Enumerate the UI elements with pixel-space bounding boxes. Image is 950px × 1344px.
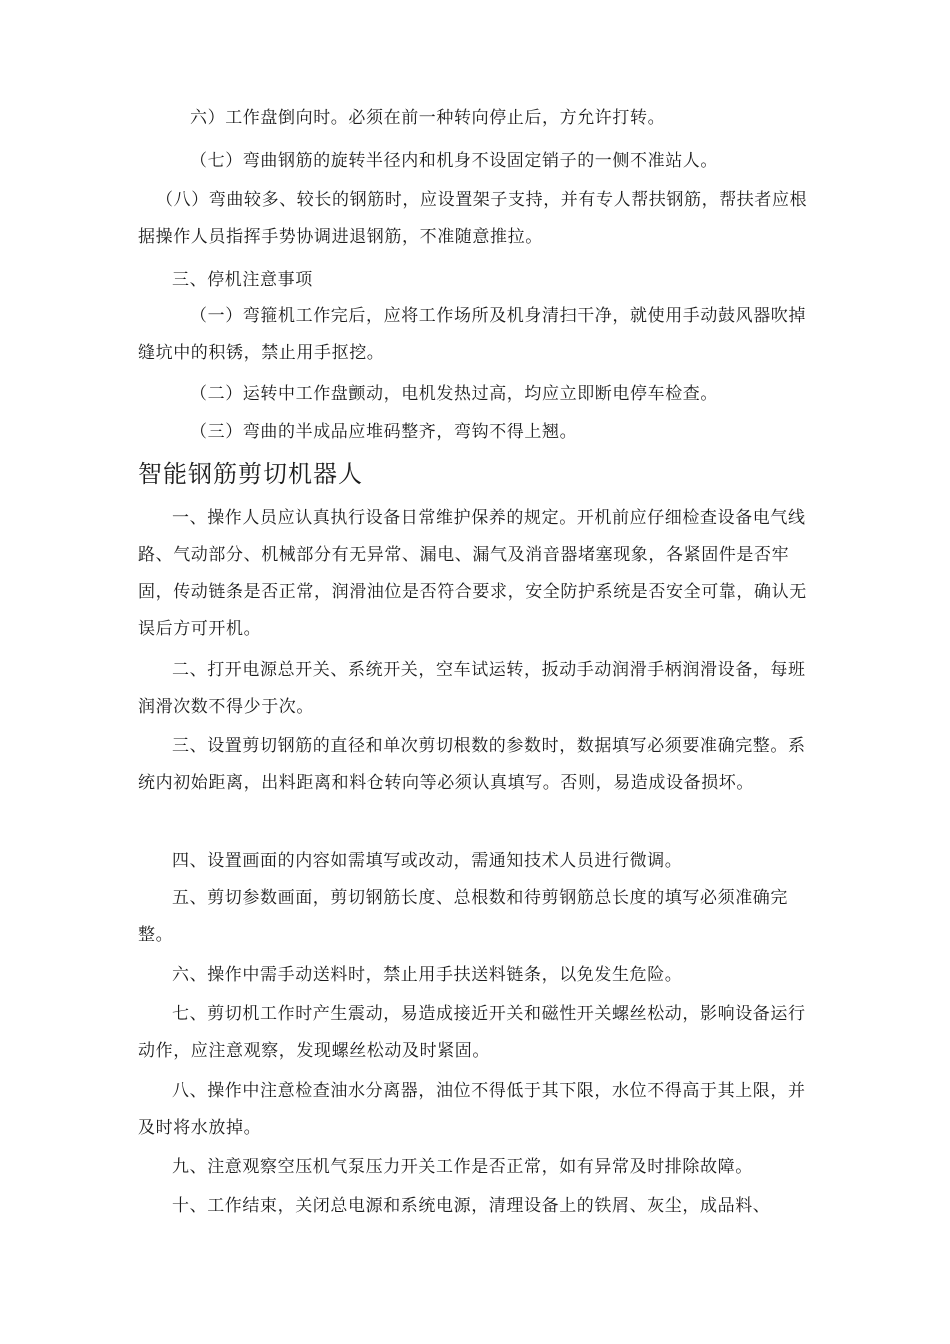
paragraph-stop-1: （一）弯箍机工作完后，应将工作场所及机身清扫干净，就使用手动鼓风器吹掉缝坑中的积锈，禁止用手抠挖。 <box>138 306 806 363</box>
paragraph-robot-3: 三、设置剪切钢筋的直径和单次剪切根数的参数时，数据填写必须要准确完整。系统内初始距离，出料距离和料仓转向等必须认真填写。否则，易造成设备损坏。 <box>138 736 806 793</box>
paragraph-bending-8: （八）弯曲较多、较长的钢筋时，应设置架子支持，并有专人帮扶钢筋，帮扶者应根据操作人员指挥手势协调进退钢筋，不准随意推拉。 <box>138 190 808 247</box>
paragraph-stop-3: （三）弯曲的半成品应堆码整齐，弯钩不得上翘。 <box>190 422 578 442</box>
paragraph-robot-7: 七、剪切机工作时产生震动，易造成接近开关和磁性开关螺丝松动，影响设备运行动作，应注意观察，发现螺丝松动及时紧固。 <box>138 1004 806 1061</box>
section-stop-title: 三、停机注意事项 <box>172 270 313 290</box>
paragraph-bending-6: 六）工作盘倒向时。必须在前一种转向停止后，方允许打转。 <box>190 108 666 128</box>
section-robot-heading: 智能钢筋剪切机器人 <box>138 460 363 488</box>
paragraph-robot-1: 一、操作人员应认真执行设备日常维护保养的规定。开机前应仔细检查设备电气线路、气动部分、机械部分有无异常、漏电、漏气及消音器堵塞现象，各紧固件是否牢固，传动链条是否正常，润滑油位是否符合要求，安全防护系统是否安全可靠，确认无误后方可开机。 <box>138 508 807 639</box>
paragraph-robot-5: 五、剪切参数画面，剪切钢筋长度、总根数和待剪钢筋总长度的填写必须准确完整。 <box>138 888 788 945</box>
paragraph-bending-7: （七）弯曲钢筋的旋转半径内和机身不设固定销子的一侧不准站人。 <box>190 151 718 171</box>
paragraph-robot-4: 四、设置画面的内容如需填写或改动，需通知技术人员进行微调。 <box>172 851 683 871</box>
paragraph-robot-10: 十、工作结束，关闭总电源和系统电源，清理设备上的铁屑、灰尘，成品料、 <box>172 1196 771 1216</box>
paragraph-robot-8: 八、操作中注意检查油水分离器，油位不得低于其下限，水位不得高于其上限，并及时将水放掉。 <box>138 1081 806 1138</box>
paragraph-robot-2: 二、打开电源总开关、系统开关，空车试运转，扳动手动润滑手柄润滑设备，每班润滑次数不得少于次。 <box>138 660 806 717</box>
paragraph-robot-6: 六、操作中需手动送料时，禁止用手扶送料链条，以免发生危险。 <box>172 965 683 985</box>
paragraph-stop-2: （二）运转中工作盘颤动，电机发热过高，均应立即断电停车检查。 <box>190 384 718 404</box>
paragraph-robot-9: 九、注意观察空压机气泵压力开关工作是否正常，如有异常及时排除故障。 <box>172 1157 753 1177</box>
